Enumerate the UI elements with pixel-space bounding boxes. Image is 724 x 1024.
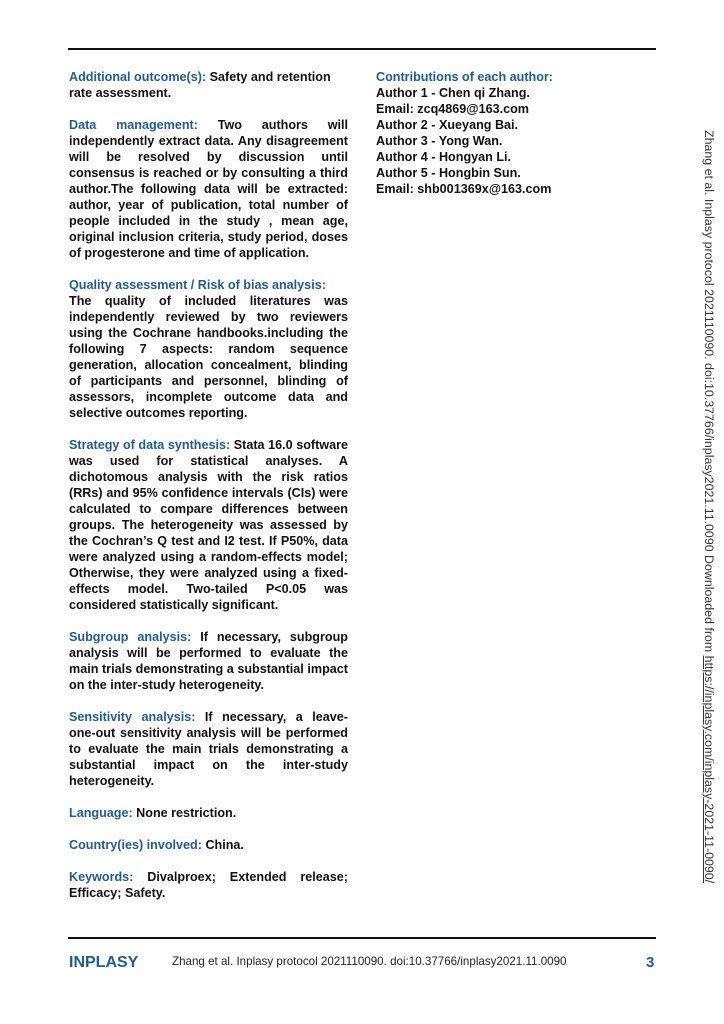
- contributions-heading: Contributions of each author:: [376, 70, 554, 84]
- section-heading: Data management:: [69, 118, 218, 132]
- sidebar-url-link[interactable]: https://inplasy.com/inplasy-2021-11-0090/: [702, 655, 716, 884]
- footer-brand-logo: INPLASY: [69, 954, 139, 971]
- section-quality-assessment: Quality assessment / Risk of bias analysis: The quality of included literatures was independently reviewed by two reviewers using the Cochrane handbooks.including the following 7 aspects: random sequence generation, allocation concealment, blinding of participants and personnel, blinding of assessors, incomplete outcome data and selective outcomes reporting.: [69, 278, 348, 420]
- author-line: Author 3 - Yong Wan.: [376, 134, 503, 148]
- author-email: Email: shb001369x@163.com: [376, 182, 552, 196]
- section-additional-outcomes: Additional outcome(s): Safety and retention rate assessment.: [69, 70, 331, 100]
- section-heading: Country(ies) involved:: [69, 838, 206, 852]
- section-data-synthesis: Strategy of data synthesis: Stata 16.0 software was used for statistical analyses. A dichotomous analysis with the risk ratios (RRs) and 95% confidence intervals (CIs) were calculated to compare differences between groups. The heterogeneity was assessed by the Cochran’s Q test and I2 test. If P50%, data were analyzed using a random-effects model; Otherwise, they were analyzed using a fixed-effects model. Two-tailed P<0.05 was considered statistically significant.: [69, 438, 348, 612]
- section-sensitivity-analysis: Sensitivity analysis: If necessary, a leave- one-out sensitivity analysis will be performed to evaluate the main trials demonstrating a substantial impact on the inter-study heterogeneity.: [69, 710, 348, 788]
- author-line: Author 5 - Hongbin Sun.: [376, 166, 521, 180]
- section-heading: Strategy of data synthesis:: [69, 438, 234, 452]
- section-heading: Additional outcome(s):: [69, 70, 210, 84]
- section-countries: Country(ies) involved: China.: [69, 838, 244, 852]
- section-heading: Quality assessment / Risk of bias analysis:: [69, 278, 326, 292]
- top-rule: [68, 48, 656, 50]
- section-heading: Keywords:: [69, 870, 148, 884]
- footer-citation: Zhang et al. Inplasy protocol 2021110090. doi:10.37766/inplasy2021.11.0090: [172, 955, 567, 968]
- section-heading: Sensitivity analysis:: [69, 710, 205, 724]
- sidebar-citation: Zhang et al. Inplasy protocol 2021110090. doi:10.37766/inplasy2021.11.0090 Downloaded from: [702, 130, 716, 656]
- bottom-rule: [68, 937, 656, 939]
- author-line: Author 4 - Hongyan Li.: [376, 150, 512, 164]
- section-subgroup-analysis: Subgroup analysis: If necessary, subgroup analysis will be performed to evaluate the main trials demonstrating a substantial impact on the inter-study heterogeneity.: [69, 630, 348, 692]
- section-data-management: Data management: Two authors will independently extract data. Any disagreement will be resolved by discussion until consensus is reached or by consulting a third author.The following data will be extracted: author, year of publication, total number of people included in the study , mean age, original inclusion criteria, study period, doses of progesterone and time of application.: [69, 118, 348, 260]
- section-keywords: Keywords: Divalproex; Extended release; Efficacy; Safety.: [69, 870, 348, 900]
- right-column: [376, 69, 576, 197]
- section-heading: Language:: [69, 806, 137, 820]
- section-heading: Subgroup analysis:: [69, 630, 201, 644]
- author-line: Author 1 - Chen qi Zhang.: [376, 86, 530, 100]
- section-language: Language: None restriction.: [69, 806, 237, 820]
- author-email: Email: zcq4869@163.com: [376, 102, 529, 116]
- download-sidebar: [702, 130, 716, 883]
- page-number: 3: [646, 954, 655, 971]
- author-line: Author 2 - Xueyang Bai.: [376, 118, 519, 132]
- left-column: [69, 69, 348, 917]
